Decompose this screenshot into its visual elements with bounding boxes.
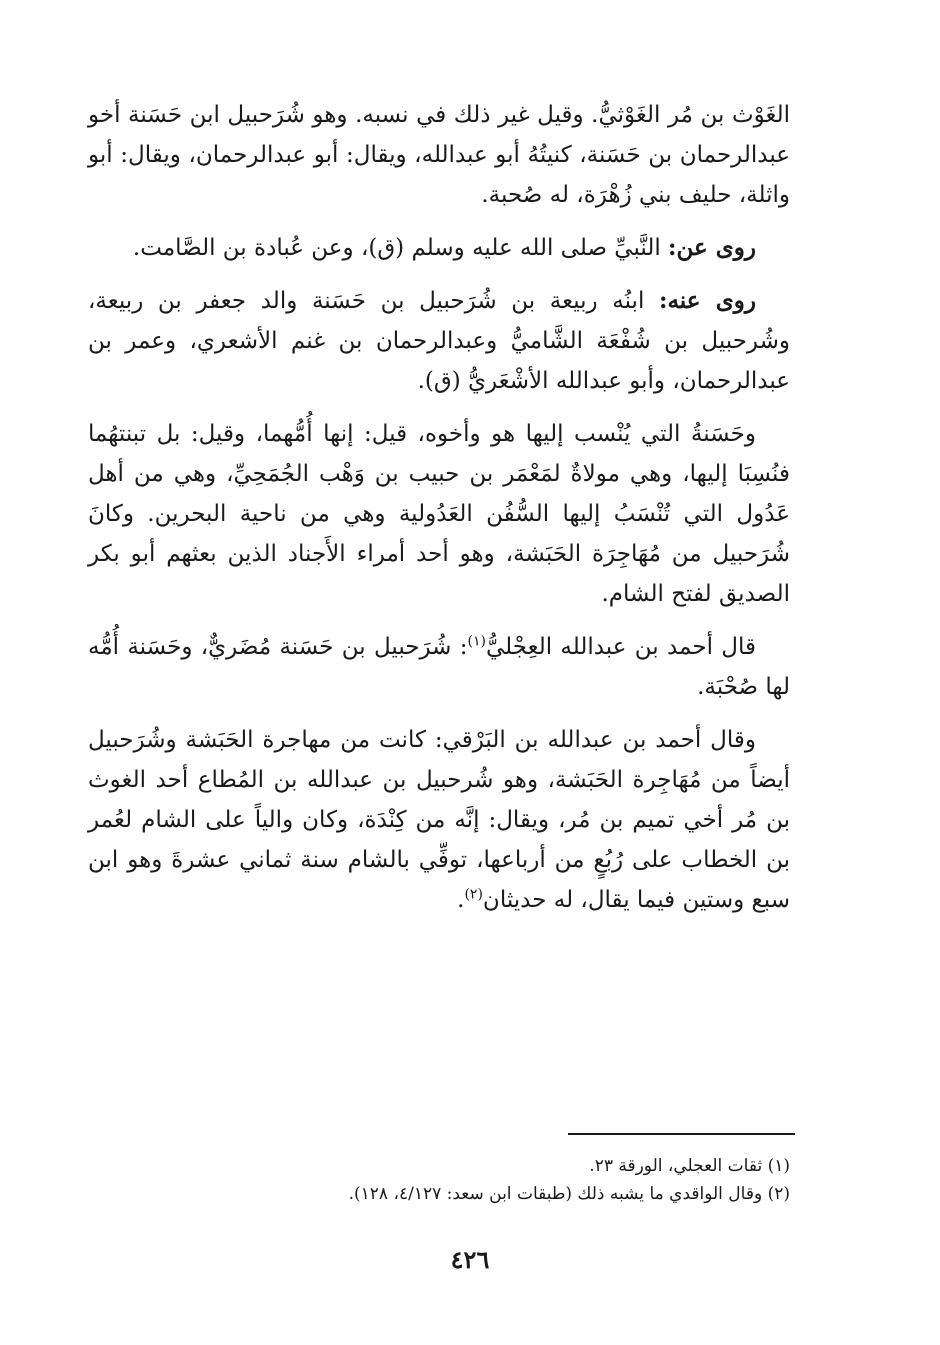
page-number: ٤٢٦ — [450, 1245, 490, 1274]
paragraph-5-text: قال أحمد بن عبدالله العِجْليُّ — [485, 634, 756, 660]
footnotes — [88, 1152, 790, 1208]
paragraph-6-text-after: . — [457, 887, 465, 913]
paragraph-5-text-after: : شُرَحبيل بن حَسَنة مُضَريٌّ، وحَسَنة أُمُّه لها صُحْبَة. — [88, 634, 790, 700]
footnote-separator — [568, 1133, 795, 1135]
paragraph-3-label: روى عنه: — [658, 287, 756, 314]
paragraph-6-text: وقال أحمد بن عبدالله بن البَرْقي: كانت من مهاجرة الحَبَشة وشُرَحبيل أيضاً من مُهَاجِرة الحَبَشة، وهو شُرحبيل بن عبدالله بن المُطاع أحد الغوث بن مُر أخي تميم بن مُر، ويقال: إنَّه من كِنْدَة، وكان والياً على الشام لعُمر بن الخطاب على رُبُعٍ من أرباعها، توفِّي بالشام سنة ثماني عشرةَ وهو ابن سبع وستين فيما يقال، له حديثان — [88, 727, 790, 913]
paragraph-4-text: وحَسَنةُ التي يُنْسب إليها هو وأخوه، قيل: إنها أُمُّهما، وقيل: بل تبنتهُما فنُسِبَا إليها، وهي مولاةٌ لمَعْمَر بن حبيب بن وَهْب الجُمَحِيِّ، وهي من أهل عَدُول التي تُنْسَبُ إليها السُّفُن العَدُولية وهي من ناحية البحرين. وكانَ شُرَحبيل من مُهَاجِرَة الحَبَشة، وهو أحد أمراء الأَجناد الذين بعثهم أبو بكر الصديق لفتح الشام. — [88, 421, 790, 607]
paragraph-4 — [88, 414, 790, 614]
paragraph-6 — [88, 720, 790, 920]
footnote-2: (٢) وقال الواقدي ما يشبه ذلك (طبقات ابن سعد: ٤/١٢٧، ١٢٨). — [348, 1184, 790, 1204]
paragraph-2-text: النَّبيِّ صلى الله عليه وسلم (ق)، وعن عُبادة بن الصَّامت. — [132, 235, 669, 261]
main-text — [88, 95, 790, 933]
paragraph-2-label: روى عن: — [668, 234, 756, 261]
paragraph-1 — [88, 95, 790, 215]
paragraph-3-text: ابنُه ربيعة بن شُرَحبيل بن حَسَنة والد جعفر بن ربيعة، وشُرحبيل بن شُفْعَة الشَّاميُّ وعبدالرحمان بن غنم الأشعري، وعمر بن عبدالرحمان، وأبو عبدالله الأشْعَريُّ (ق). — [88, 288, 790, 394]
footnote-ref-2[interactable]: (٢) — [464, 886, 483, 903]
paragraph-5 — [88, 627, 790, 707]
paragraph-3 — [88, 281, 790, 401]
footnote-ref-1[interactable]: (١) — [467, 633, 486, 650]
paragraph-2 — [88, 228, 790, 268]
footnote-1: (١) ثقات العجلي، الورقة ٢٣. — [589, 1156, 790, 1176]
paragraph-1-text: الغَوْث بن مُر الغَوْثيُّ. وقيل غير ذلك في نسبه. وهو شُرَحبيل ابن حَسَنة أخو عبدالرحمان بن حَسَنة، كنيتُهُ أبو عبدالله، ويقال: أبو عبدالرحمان، ويقال: أبو واثلة، حليف بني زُهْرَة، له صُحبة. — [88, 102, 790, 208]
